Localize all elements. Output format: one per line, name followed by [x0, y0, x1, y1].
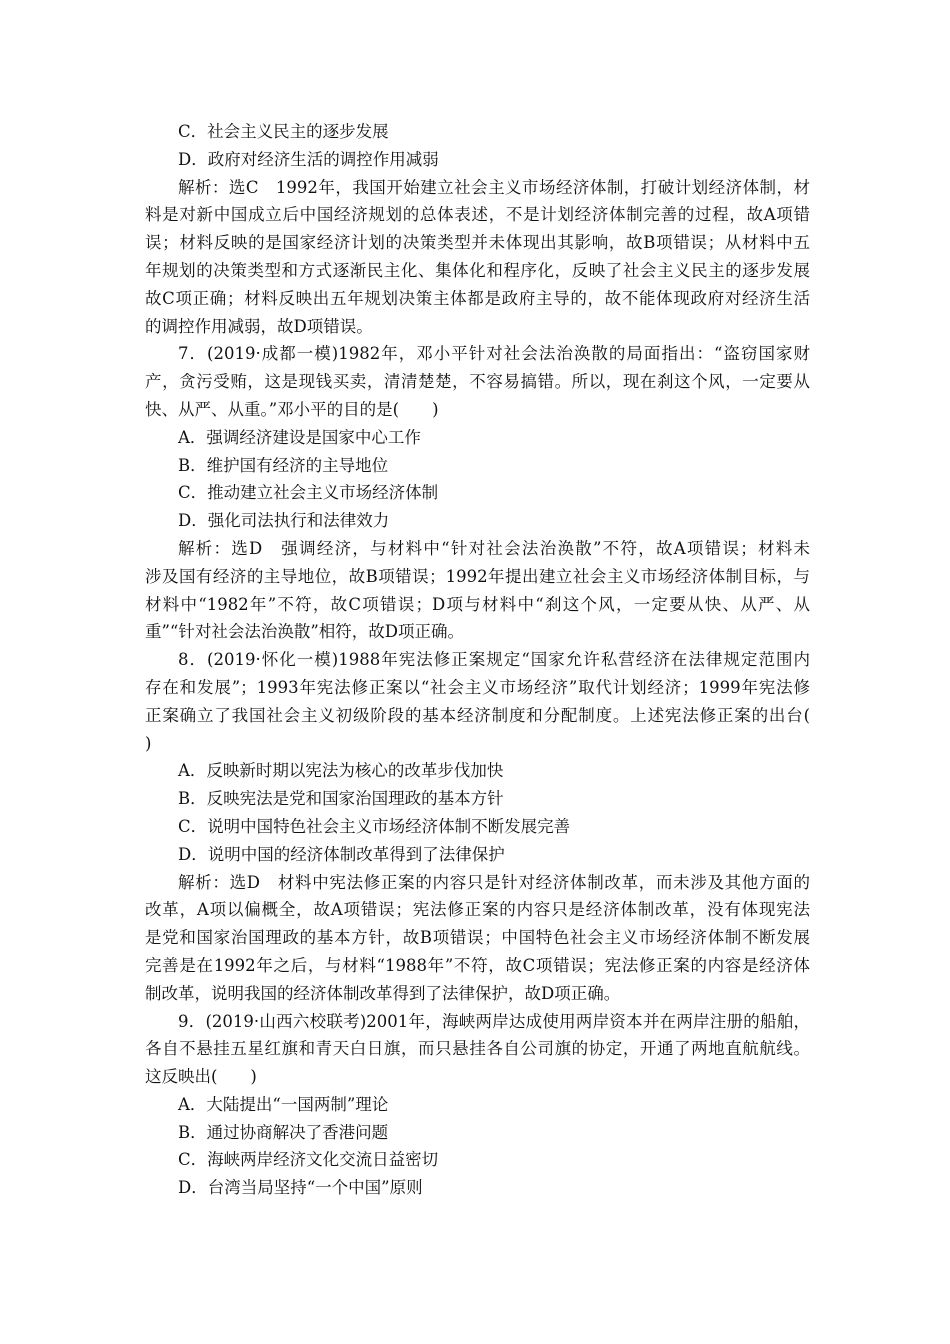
q9-stem-line: 这反映出( ) — [145, 1067, 257, 1087]
q7-option-a: A．强调经济建设是国家中心工作 — [178, 427, 421, 447]
q9-stem-line: 各自不悬挂五星红旗和青天白日旗，而只悬挂各自公司旗的协定，开通了两地直航航线。 — [145, 1039, 810, 1059]
q6-option-d: D．政府对经济生活的调控作用减弱 — [178, 149, 439, 169]
q8-stem-line: 正案确立了我国社会主义初级阶段的基本经济制度和分配制度。上述宪法修正案的出台( — [145, 705, 810, 725]
q7-stem-line: 快、从严、从重。”邓小平的目的是( ) — [145, 399, 439, 419]
q8-analysis-line: 是党和国家治国理政的基本方针，故B项错误；中国特色社会主义市场经济体制不断发展 — [145, 928, 810, 948]
q9-stem-line: 9．(2019·山西六校联考)2001年，海峡两岸达成使用两岸资本并在两岸注册的船舶， — [178, 1011, 810, 1031]
q6-analysis-line: 料是对新中国成立后中国经济规划的总体表述，不是计划经济体制完善的过程，故A项错 — [145, 205, 810, 225]
q7-analysis-line: 涉及国有经济的主导地位，故B项错误；1992年提出建立社会主义市场经济体制目标，与 — [145, 566, 810, 586]
q9-option-a: A．大陆提出“一国两制”理论 — [178, 1094, 389, 1114]
q6-analysis-line: 解析：选C 1992年，我国开始建立社会主义市场经济体制，打破计划经济体制，材 — [178, 177, 810, 197]
q8-stem-line: 存在和发展”；1993年宪法修正案以“社会主义市场经济”取代计划经济；1999年宪法修 — [145, 677, 810, 697]
q8-analysis-line: 解析：选D 材料中宪法修正案的内容只是针对经济体制改革，而未涉及其他方面的 — [178, 872, 810, 892]
q7-stem-line: 产，贪污受贿，这是现钱买卖，清清楚楚，不容易搞错。所以，现在刹这个风，一定要从 — [145, 372, 810, 392]
q8-stem-line: 8．(2019·怀化一模)1988年宪法修正案规定“国家允许私营经济在法律规定范围内 — [178, 650, 810, 670]
q8-option-b: B．反映宪法是党和国家治国理政的基本方针 — [178, 789, 504, 809]
q8-analysis-line: 制改革，说明我国的经济体制改革得到了法律保护，故D项正确。 — [145, 983, 621, 1003]
q6-analysis-line: 故C项正确；材料反映出五年规划决策主体都是政府主导的，故不能体现政府对经济生活 — [145, 288, 810, 308]
q9-option-c: C．海峡两岸经济文化交流日益密切 — [178, 1150, 439, 1170]
q6-analysis-line: 的调控作用减弱，故D项错误。 — [145, 316, 373, 336]
q7-analysis-line: 解析：选D 强调经济，与材料中“针对社会法治涣散”不符，故A项错误；材料未 — [178, 538, 810, 558]
q7-analysis-line: 重”“针对社会法治涣散”相符，故D项正确。 — [145, 622, 465, 642]
q8-option-a: A．反映新时期以宪法为核心的改革步伐加快 — [178, 761, 504, 781]
document-page — [145, 118, 810, 1202]
q9-option-b: B．通过协商解决了香港问题 — [178, 1122, 389, 1142]
q7-option-b: B．维护国有经济的主导地位 — [178, 455, 389, 475]
q7-option-d: D．强化司法执行和法律效力 — [178, 511, 390, 531]
q8-analysis-line: 完善是在1992年之后，与材料“1988年”不符，故C项错误；宪法修正案的内容是经济体 — [145, 955, 810, 975]
q8-option-c: C．说明中国特色社会主义市场经济体制不断发展完善 — [178, 816, 571, 836]
q7-analysis-line: 材料中“1982年”不符，故C项错误；D项与材料中“刹这个风，一定要从快、从严、从 — [145, 594, 810, 614]
q8-stem-line: ) — [145, 733, 152, 753]
q6-option-c: C．社会主义民主的逐步发展 — [178, 122, 389, 141]
q6-analysis-line: 误；材料反映的是国家经济计划的决策类型并未体现出其影响，故B项错误；从材料中五 — [145, 233, 810, 253]
q8-analysis-line: 改革，A项以偏概全，故A项错误；宪法修正案的内容只是经济体制改革，没有体现宪法 — [145, 900, 810, 920]
q8-option-d: D．说明中国的经济体制改革得到了法律保护 — [178, 844, 505, 864]
q6-analysis-line: 年规划的决策类型和方式逐渐民主化、集体化和程序化，反映了社会主义民主的逐步发展 — [145, 260, 810, 280]
q7-stem-line: 7．(2019·成都一模)1982年，邓小平针对社会法治涣散的局面指出：“盗窃国家财 — [178, 344, 810, 364]
q9-option-d: D．台湾当局坚持“一个中国”原则 — [178, 1178, 423, 1198]
q7-option-c: C．推动建立社会主义市场经济体制 — [178, 483, 439, 503]
